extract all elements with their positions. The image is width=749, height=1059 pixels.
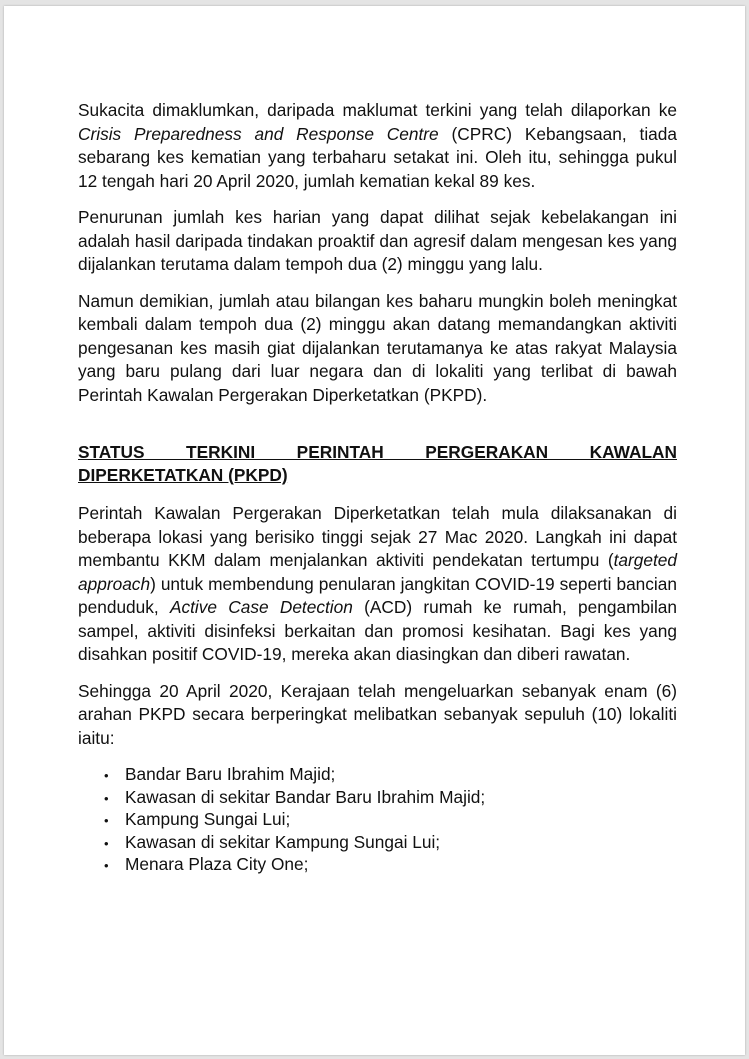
- list-item-text: Menara Plaza City One;: [125, 854, 309, 874]
- list-item: [104, 787, 677, 810]
- bullet-icon: •: [104, 768, 109, 783]
- text-span: (ACD) rumah ke rumah, pengambilan sampel, aktiviti disinfeksi berkaitan dan promosi kesihatan. Bagi kes yang disahkan positif COVID-19, mereka akan diasingkan dan diberi rawatan.: [78, 597, 678, 664]
- localities-list: [78, 764, 677, 877]
- bullet-icon: •: [104, 858, 109, 873]
- list-item-text: Kawasan di sekitar Kampung Sungai Lui;: [125, 831, 441, 852]
- list-item: [104, 764, 677, 787]
- text-span: Perintah Kawalan Pergerakan Diperketatkan telah mula dilaksanakan di beberapa lokasi yang berisiko tinggi sejak 27 Mac 2020. Langkah ini dapat membantu KKM dalam menjalankan aktiviti pendekatan tertumpu (: [78, 503, 677, 570]
- list-item-text: Kampung Sungai Lui;: [125, 809, 291, 829]
- text-span: (CPRC) Kebangsaan, tiada sebarang kes kematian yang terbaharu setakat ini. Oleh itu, sehingga pukul 12 tengah hari 20 April 2020, jumlah kematian kekal 89 kes.: [78, 123, 677, 191]
- paragraph-pkpd-description: [78, 502, 677, 667]
- italic-text: Crisis Preparedness and Response Centre: [78, 123, 439, 144]
- paragraph-case-decline: Penurunan jumlah kes harian yang dapat dilihat sejak kebelakangan ini adalah hasil daripada tindakan proaktif dan agresif dalam mengesan kes yang dijalankan terutama dalam tempoh dua (2) minggu yang lalu.: [78, 207, 677, 274]
- document-content: [78, 99, 677, 877]
- list-item: [104, 809, 677, 832]
- bullet-icon: •: [104, 813, 109, 828]
- paragraph-pkpd-orders: Sehingga 20 April 2020, Kerajaan telah mengeluarkan sebanyak enam (6) arahan PKPD secara berperingkat melibatkan sebanyak sepuluh (10) lokaliti iaitu:: [78, 680, 677, 748]
- text-span: Sukacita dimaklumkan, daripada maklumat terkini yang telah dilaporkan ke: [78, 100, 677, 120]
- paragraph-case-forecast: Namun demikian, jumlah atau bilangan kes baharu mungkin boleh meningkat kembali dalam tempoh dua (2) minggu akan datang memandangkan aktiviti pengesanan kes masih giat dijalankan terutamanya ke atas rakyat Malaysia yang baru pulang dari luar negara dan di lokaliti yang terlibat di bawah Perintah Kawalan Pergerakan Diperketatkan (PKPD).: [78, 290, 677, 405]
- list-item-text: Bandar Baru Ibrahim Majid;: [125, 764, 336, 784]
- list-item-text: Kawasan di sekitar Bandar Baru Ibrahim Majid;: [125, 786, 486, 807]
- list-item: [104, 832, 677, 855]
- bullet-icon: •: [104, 790, 109, 806]
- document-page: [4, 6, 745, 1055]
- bullet-icon: •: [104, 835, 109, 851]
- paragraph-death-update: [78, 99, 677, 193]
- italic-text: targeted approach: [78, 550, 677, 594]
- text-span: ) untuk membendung penularan jangkitan COVID-19 seperti bancian penduduk,: [78, 573, 677, 617]
- list-item: [104, 854, 677, 877]
- italic-text: Active Case Detection: [169, 597, 353, 617]
- section-heading: STATUS TERKINI PERINTAH PERGERAKAN KAWALAN DIPERKETATKAN (PKPD): [78, 442, 677, 485]
